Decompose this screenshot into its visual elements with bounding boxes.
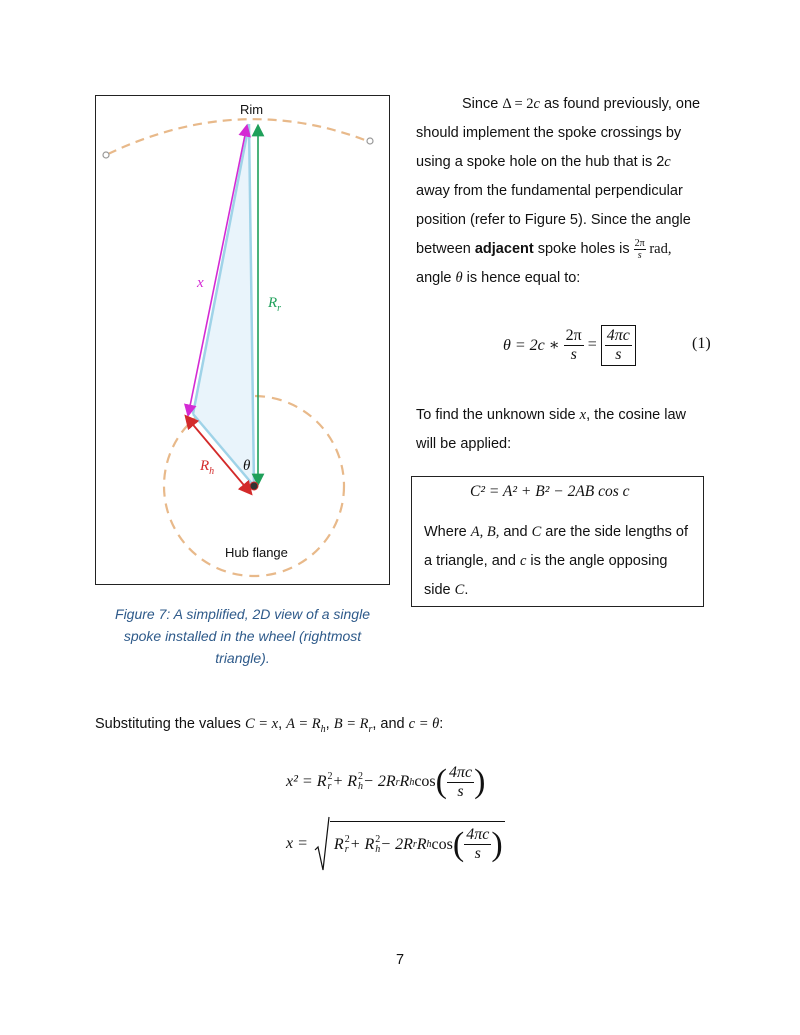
sqrt-symbol [314, 816, 330, 872]
rh-label: $R_h$ [200, 458, 215, 477]
rim-end-left [103, 152, 109, 158]
boxed-result: $\frac{4\pi c}{s}$ [601, 325, 636, 366]
rr-label: $R_r$ [268, 295, 282, 314]
two-pi-over-s-fraction: $\frac{2\pi}{s}$ [634, 237, 645, 261]
spoke-diagram [96, 96, 389, 584]
spoke-triangle [193, 124, 254, 486]
figure-caption: Figure 7: A simplified, 2D view of a single spoke installed in the wheel (rightmost triangle). [115, 606, 370, 666]
rim-arc [108, 119, 370, 154]
rim-label: Rim [240, 102, 264, 117]
rim-end-right [367, 138, 373, 144]
hub-flange-label: Hub flange [225, 545, 288, 560]
theta-label: θ [243, 458, 251, 474]
cosine-law-description: Where A, B, and C are the side lengths of a triangle, and c is the angle opposing side C. [424, 524, 688, 598]
sqrt-radicand: R 2 r + R 2 h − 2R r R h cos ( $\frac{4\pi c}{s}$ ) [330, 821, 505, 863]
equation-1-number: (1) [692, 335, 711, 352]
figure-7-box [95, 95, 390, 585]
cosine-law-equation: C² = A² + B² − 2AB cos c [470, 483, 630, 500]
page-number: 7 [396, 952, 405, 968]
hub-center-dot [250, 482, 258, 490]
x-label: x [197, 275, 204, 291]
equation-x: x = R 2 r + R 2 h − 2R r R h cos ( $\frac{4\pi c}{s}$ ) [286, 816, 505, 872]
paragraph-delta: Since Δ = 2c as found previously, one should implement the spoke crossings by using a spoke hole on the hub that is 2c away from the fundamental perpendicular position (refer to Figure 5). Since the angle between adjacent spoke holes is $\frac{2\pi}{s}$ rad, angle θ is hence equal to: [416, 96, 701, 286]
cosine-law-box [411, 476, 704, 607]
substitution-sentence: Substituting the values C = x, $A = R_h$, $B = R_r$, and c = θ: [95, 716, 444, 735]
equation-x-squared: x² = R 2 r + R 2 h − 2R r R h cos ( $\frac{4\pi c}{s}$ ) [286, 763, 486, 800]
paragraph-cosine-intro: To find the unknown side x, the cosine law will be applied: [416, 407, 687, 452]
equation-1: θ = 2c ∗ $\frac{2\pi}{s}$ = $\frac{4\pi c}{s}$ [503, 322, 636, 368]
